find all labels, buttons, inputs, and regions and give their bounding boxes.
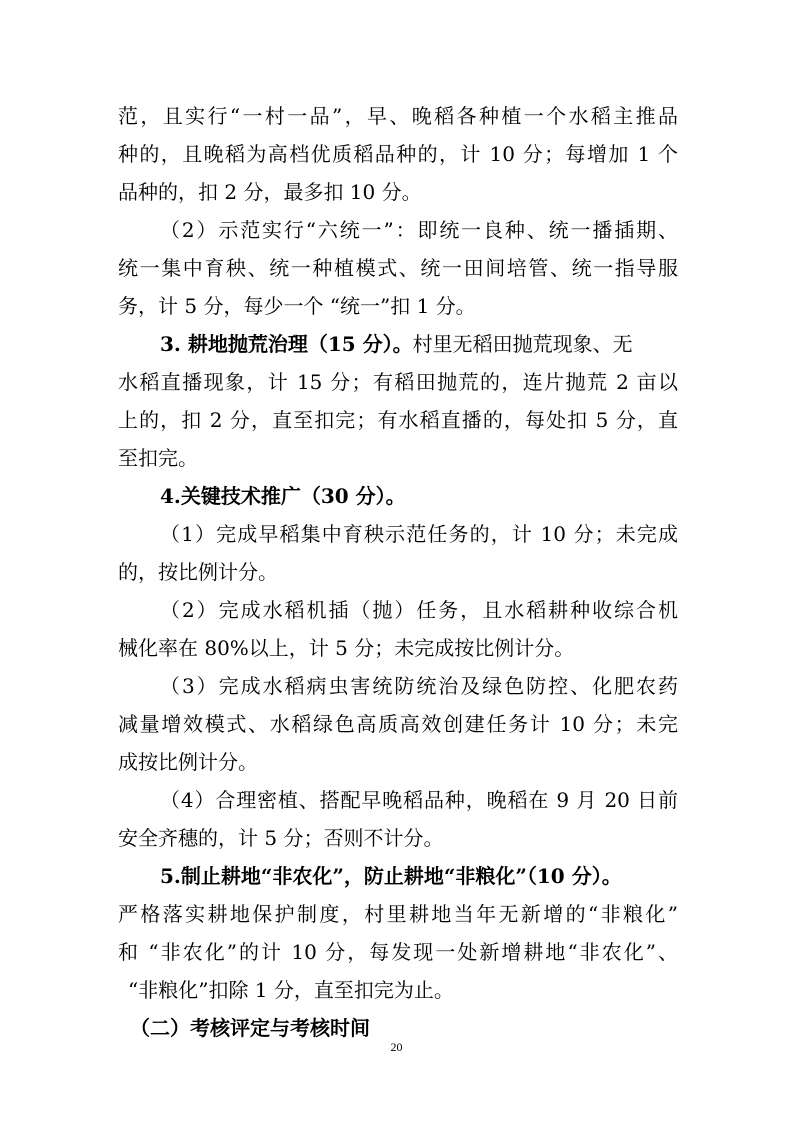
paragraph-line: （3）完成水稻病虫害统防统治及绿色防控、化肥农药 [160, 674, 678, 698]
page-number: 20 [390, 1040, 403, 1054]
paragraph-line: （4）合理密植、搭配早晚稻品种，晚稻在 9 月 20 日前 [160, 788, 678, 812]
section-heading: 4.关键技术推广（30 分）。 [160, 484, 406, 508]
section-heading-continuation: 村里无稻田抛荒现象、无 [412, 332, 633, 356]
paragraph-line: 品种的，扣 2 分，最多扣 10 分。 [118, 180, 422, 204]
paragraph-line: 范，且实行“一村一品”，早、晚稻各种植一个水稻主推品 [118, 104, 678, 128]
paragraph-line: 严格落实耕地保护制度，村里耕地当年无新增的“非粮化” [118, 902, 678, 926]
paragraph-line: “非粮化”扣除 1 分，直至扣完为止。 [128, 978, 454, 1002]
paragraph-line: （2）示范实行“六统一”：即统一良种、统一播插期、 [160, 218, 678, 242]
paragraph-line: 统一集中育秧、统一种植模式、统一田间培管、统一指导服 [118, 256, 678, 280]
section-heading-line [160, 330, 678, 358]
paragraph-line: 安全齐穗的，计 5 分；否则不计分。 [118, 826, 444, 850]
paragraph-line: 务，计 5 分，每少一个 “统一”扣 1 分。 [118, 294, 476, 318]
paragraph-line: （1）完成早稻集中育秧示范任务的，计 10 分；未完成 [160, 522, 678, 546]
paragraph-line: 的，按比例计分。 [118, 560, 278, 584]
paragraph-line: 减量增效模式、水稻绿色高质高效创建任务计 10 分；未完 [118, 712, 678, 736]
section-heading: 5.制止耕地“非农化”，防止耕地“非粮化”（10 分）。 [160, 864, 622, 888]
paragraph-line: 种的，且晚稻为高档优质稻品种的，计 10 分；每增加 1 个 [118, 142, 678, 166]
paragraph-line: 械化率在 80%以上，计 5 分；未完成按比例计分。 [118, 636, 575, 660]
paragraph-line: 和 “非农化”的计 10 分，每发现一处新增耕地“非农化”、 [118, 940, 678, 964]
paragraph-line: 至扣完。 [118, 446, 198, 470]
paragraph-line: 成按比例计分。 [118, 750, 258, 774]
section-heading: 3. 耕地抛荒治理（15 分）。 [160, 332, 413, 356]
subsection-heading: （二）考核评定与考核时间 [130, 1016, 370, 1040]
paragraph-line: 上的，扣 2 分，直至扣完；有水稻直播的，每处扣 5 分，直 [118, 408, 678, 432]
paragraph-line: 水稻直播现象，计 15 分；有稻田抛荒的，连片抛荒 2 亩以 [118, 370, 678, 394]
paragraph-line: （2）完成水稻机插（抛）任务，且水稻耕种收综合机 [160, 598, 678, 622]
